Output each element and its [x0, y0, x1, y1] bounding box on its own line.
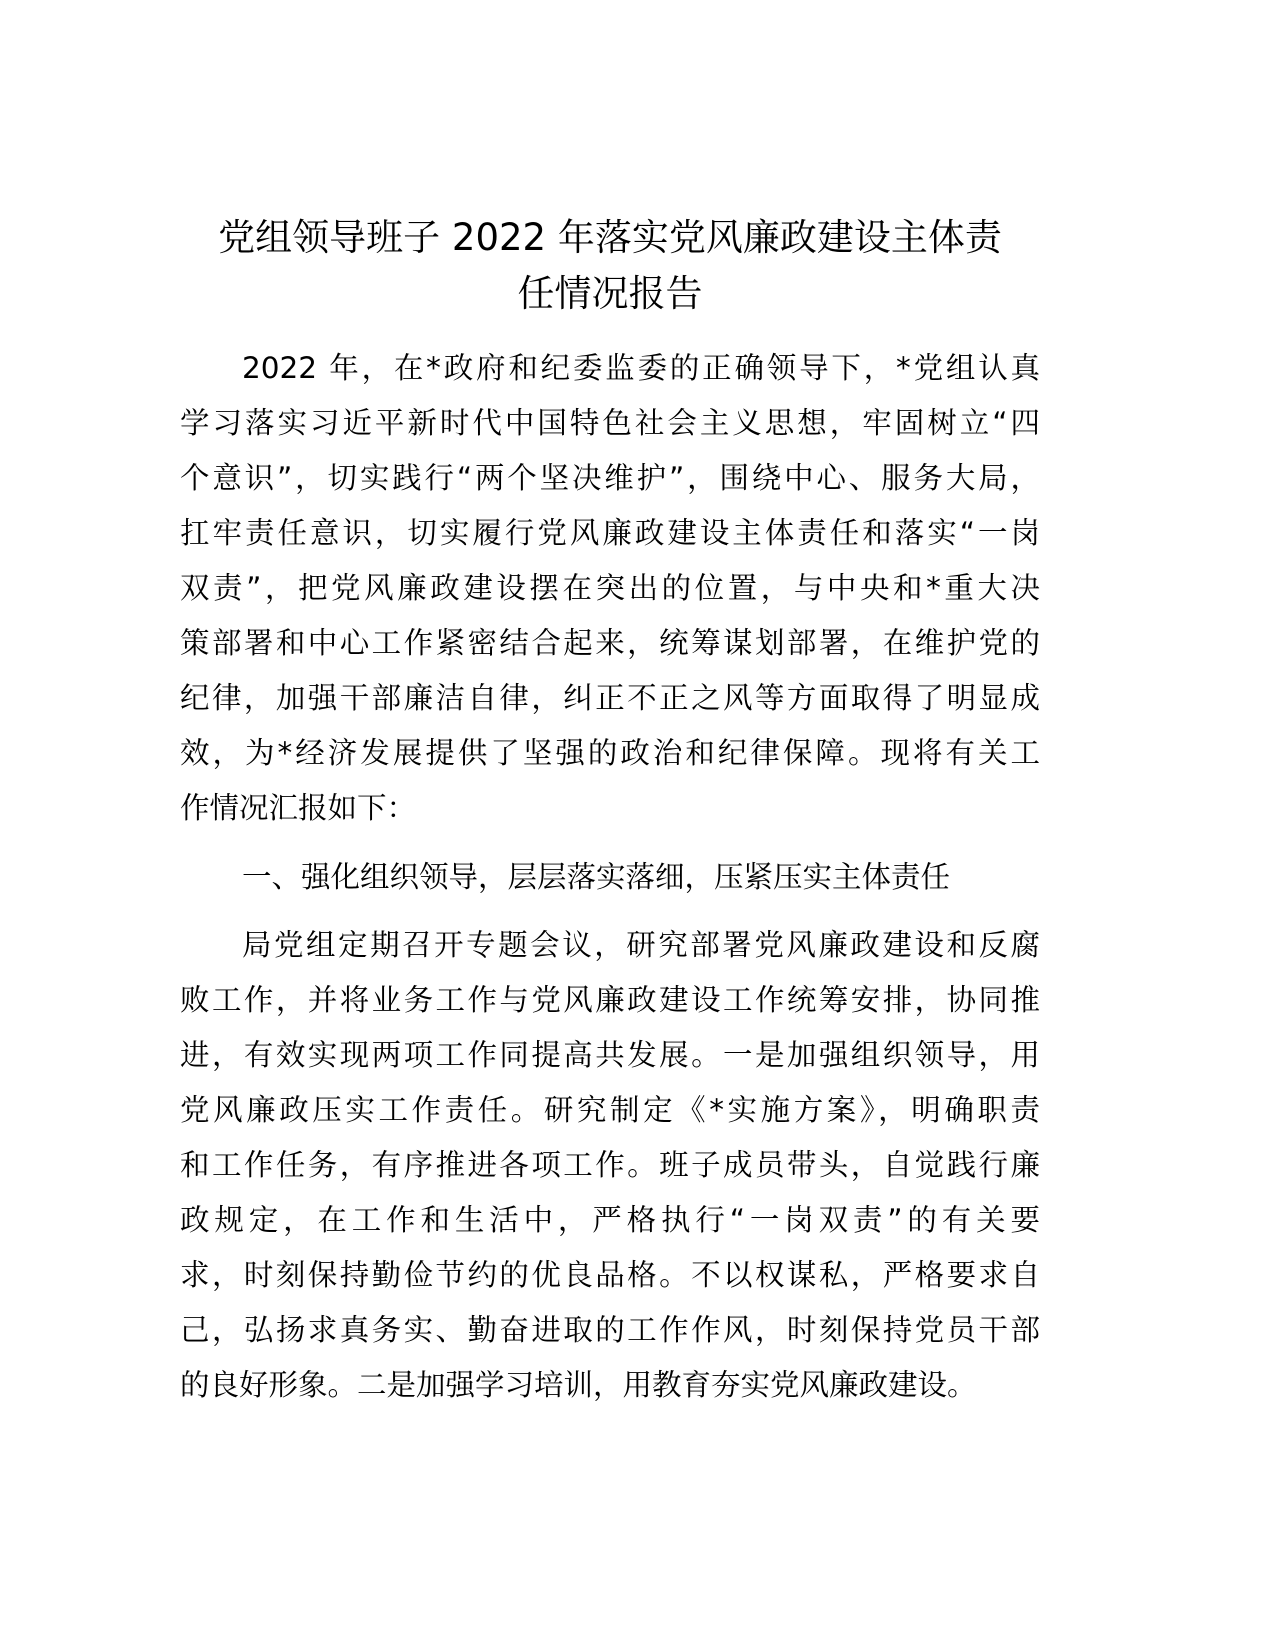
- paragraph-line: 败工作，并将业务工作与党风廉政建设工作统筹安排，协同推: [180, 983, 1040, 1017]
- paragraph-line: 作情况汇报如下：: [180, 791, 417, 825]
- title-line: 任情况报告: [517, 272, 703, 315]
- paragraph-line: 策部署和中心工作紧密结合起来，统筹谋划部署，在维护党的: [180, 626, 1040, 660]
- paragraph-line: 学习落实习近平新时代中国特色社会主义思想，牢固树立“四: [180, 406, 1040, 440]
- paragraph-line: 和工作任务，有序推进各项工作。班子成员带头，自觉践行廉: [180, 1148, 1040, 1182]
- paragraph-line: 效，为*经济发展提供了坚强的政治和纪律保障。现将有关工: [180, 736, 1040, 770]
- paragraph-line: 2022 年，在*政府和纪委监委的正确领导下，*党组认真: [242, 351, 1040, 385]
- paragraph-line: 局党组定期召开专题会议，研究部署党风廉政建设和反腐: [242, 928, 1040, 962]
- paragraph-line: 的良好形象。二是加强学习培训，用教育夯实党风廉政建设。: [180, 1368, 977, 1402]
- title-line: 党组领导班子 2022 年落实党风廉政建设主体责: [218, 216, 1002, 259]
- paragraph-line: 己，弘扬求真务实、勤奋进取的工作作风，时刻保持党员干部: [180, 1313, 1040, 1347]
- paragraph-line: 扛牢责任意识，切实履行党风廉政建设主体责任和落实“一岗: [180, 516, 1040, 550]
- paragraph-line: 个意识”，切实践行“两个坚决维护”，围绕中心、服务大局，: [180, 461, 1040, 495]
- paragraph-line: 进，有效实现两项工作同提高共发展。一是加强组织领导，用: [180, 1038, 1040, 1072]
- paragraph-line: 纪律，加强干部廉洁自律，纠正不正之风等方面取得了明显成: [180, 681, 1040, 715]
- section-heading: 一、强化组织领导，层层落实落细，压紧压实主体责任: [242, 860, 951, 894]
- paragraph-line: 双责”，把党风廉政建设摆在突出的位置，与中央和*重大决: [180, 571, 1040, 605]
- paragraph-line: 求，时刻保持勤俭节约的优良品格。不以权谋私，严格要求自: [180, 1258, 1040, 1292]
- document-title: [170, 210, 1050, 322]
- paragraph-line: 党风廉政压实工作责任。研究制定《*实施方案》，明确职责: [180, 1093, 1040, 1127]
- paragraph-line: 政规定，在工作和生活中，严格执行“一岗双责”的有关要: [180, 1203, 1040, 1237]
